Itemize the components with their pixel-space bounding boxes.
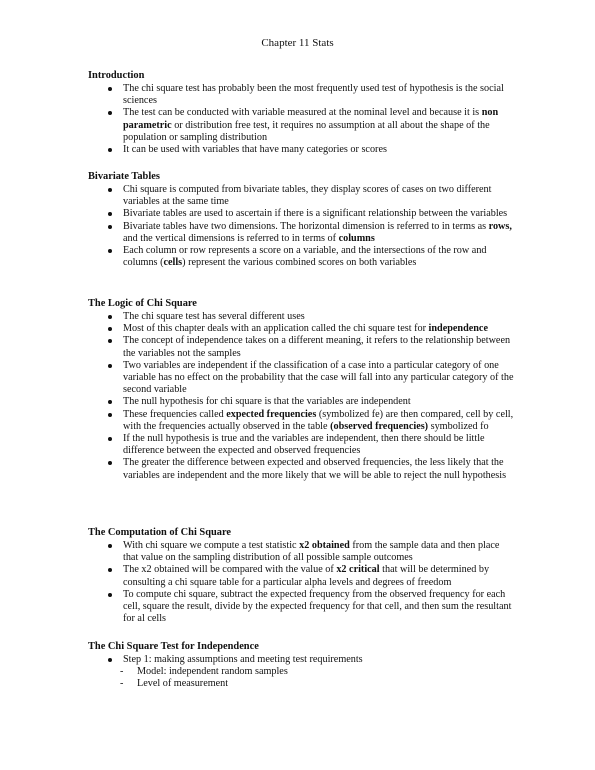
bullet-icon bbox=[108, 544, 112, 548]
list-item: The chi square test has probably been the most frequently used test of hypothesis is the social sciences bbox=[0, 83, 515, 107]
list-item: Most of this chapter deals with an application called the chi square test for independence bbox=[0, 323, 515, 335]
list-item: The greater the difference between expected and observed frequencies, the less likely that the variables are independent and the more likely that we will be able to reject the null hypothesis bbox=[0, 457, 515, 481]
section-list-introduction bbox=[0, 83, 595, 156]
bullet-icon bbox=[108, 315, 112, 319]
section-heading-chi-square-test-for-independence: The Chi Square Test for Independence bbox=[88, 641, 259, 652]
bullet-icon bbox=[108, 339, 112, 343]
dash-marker: - bbox=[120, 666, 124, 678]
section-list-bivariate-tables bbox=[0, 184, 595, 269]
bullet-icon bbox=[108, 461, 112, 465]
bullet-icon bbox=[108, 148, 112, 152]
list-item: The null hypothesis for chi square is that the variables are independent bbox=[0, 396, 515, 408]
list-item: It can be used with variables that have many categories or scores bbox=[0, 144, 515, 156]
bullet-icon bbox=[108, 327, 112, 331]
bullet-icon bbox=[108, 437, 112, 441]
list-item: The test can be conducted with variable measured at the nominal level and because it is non parametric or distribution free test, it requires no assumption at all about the shape of the population or sampling distribution bbox=[0, 107, 515, 144]
section-list-logic-of-chi-square bbox=[0, 311, 595, 482]
list-item: Step 1: making assumptions and meeting test requirements bbox=[0, 654, 515, 666]
list-item: Two variables are independent if the classification of a case into a particular category of one variable has no effect on the probability that the case will fall into any particular category of the second variable bbox=[0, 360, 515, 397]
list-item: The concept of independence takes on a different meaning, it refers to the relationship between the variables not the samples bbox=[0, 335, 515, 359]
list-item: If the null hypothesis is true and the variables are independent, then there should be little difference between the expected and observed frequencies bbox=[0, 433, 515, 457]
bullet-icon bbox=[108, 593, 112, 597]
bullet-icon bbox=[108, 568, 112, 572]
section-heading-bivariate-tables: Bivariate Tables bbox=[88, 171, 160, 182]
bullet-icon bbox=[108, 87, 112, 91]
list-item: To compute chi square, subtract the expected frequency from the observed frequency for each cell, square the result, divide by the expected frequency for that cell, and then sum the resultant for al cells bbox=[0, 589, 515, 626]
section-heading-introduction: Introduction bbox=[88, 70, 145, 81]
list-item: Chi square is computed from bivariate tables, they display scores of cases on two different variables at the same time bbox=[0, 184, 515, 208]
sub-list-item: - Level of measurement bbox=[120, 678, 229, 690]
bullet-icon bbox=[108, 364, 112, 368]
bullet-icon bbox=[108, 400, 112, 404]
bullet-icon bbox=[108, 658, 112, 662]
bullet-icon bbox=[108, 413, 112, 417]
page-title: Chapter 11 Stats bbox=[261, 37, 334, 49]
list-item: Each column or row represents a score on a variable, and the intersections of the row and columns (cells) represent the various combined scores on both variables bbox=[0, 245, 515, 269]
list-item: Bivariate tables are used to ascertain if there is a significant relationship between the variables bbox=[0, 208, 515, 220]
dash-marker: - bbox=[120, 678, 124, 690]
section-heading-logic-of-chi-square: The Logic of Chi Square bbox=[88, 298, 197, 309]
section-list-chi-square-test-for-independence bbox=[0, 654, 595, 691]
section-heading-computation-of-chi-square: The Computation of Chi Square bbox=[88, 527, 231, 538]
list-item: With chi square we compute a test statistic x2 obtained from the sample data and then place that value on the sampling distribution of all possible sample outcomes bbox=[0, 540, 515, 564]
list-item: The chi square test has several different uses bbox=[0, 311, 515, 323]
list-item: Bivariate tables have two dimensions. The horizontal dimension is referred to in terms as rows, and the vertical dimensions is referred to in terms of columns bbox=[0, 221, 515, 245]
section-list-computation-of-chi-square bbox=[0, 540, 595, 625]
bullet-icon bbox=[108, 249, 112, 253]
bullet-icon bbox=[108, 225, 112, 229]
list-item: These frequencies called expected frequencies (symbolized fe) are then compared, cell by cell, with the frequencies actually observed in the table (observed frequencies) symbolized fo bbox=[0, 409, 515, 433]
bullet-icon bbox=[108, 111, 112, 115]
sub-list-item: - Model: independent random samples bbox=[120, 666, 288, 678]
bullet-icon bbox=[108, 212, 112, 216]
list-item: The x2 obtained will be compared with the value of x2 critical that will be determined by consulting a chi square table for a particular alpha levels and degrees of freedom bbox=[0, 564, 515, 588]
bullet-icon bbox=[108, 188, 112, 192]
